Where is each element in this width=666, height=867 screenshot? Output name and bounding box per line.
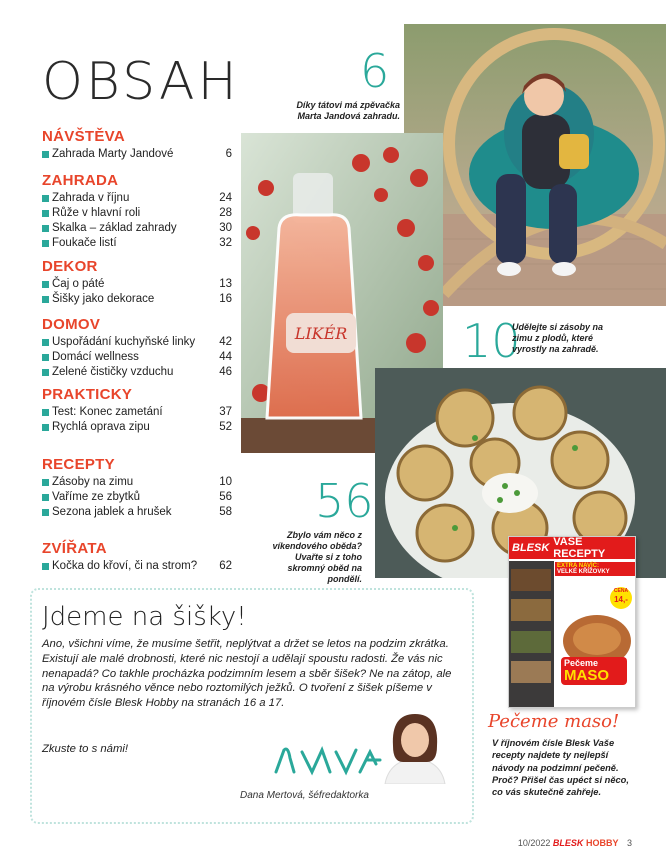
toc-section xyxy=(42,172,232,251)
toc-item-page: 16 xyxy=(219,293,232,305)
toc-item[interactable] xyxy=(42,505,232,520)
editorial-closing: Zkuste to s námi! xyxy=(42,743,129,755)
toc-item-page: 58 xyxy=(219,506,232,518)
toc-item[interactable] xyxy=(42,490,232,505)
toc-item-label: Skalka – základ zahrady xyxy=(52,222,177,234)
toc-item-label: Zelené čističky vzduchu xyxy=(52,366,174,378)
footer-brand-2: HOBBY xyxy=(585,838,619,848)
bullet-square-icon xyxy=(42,339,49,346)
toc-item-label: Vaříme ze zbytků xyxy=(52,491,140,503)
toc-item-page: 24 xyxy=(219,192,232,204)
signature-graphic xyxy=(272,742,382,782)
toc-item-page: 6 xyxy=(225,148,232,160)
toc-item-label: Čaj o páté xyxy=(52,278,105,290)
page-title: OBSAH xyxy=(42,52,240,112)
promo-text: V říjnovém čísle Blesk Vaše recepty najdete ty nejlepší návody na podzimní pečeně. Proč? Přišel čas upéct si něco, co vás skutečně zahřeje. xyxy=(492,738,629,798)
toc-item[interactable] xyxy=(42,350,232,365)
toc-item-page: 10 xyxy=(219,476,232,488)
toc-section-title: DOMOV xyxy=(42,316,101,333)
toc-section-title: ZVÍŘATA xyxy=(42,540,107,557)
promo-price-label: CENA xyxy=(613,588,629,594)
photo-marta-jandova xyxy=(404,24,666,306)
promo-headline: VAŠE RECEPTY xyxy=(553,536,606,560)
toc-item-label: Zahrada Marty Jandové xyxy=(52,148,174,160)
highlight-number-56: 56 xyxy=(315,474,374,528)
promo-magazine-cover xyxy=(508,536,636,708)
editorial-body: Ano, všichni víme, že musíme šetřit, neplýtvat a držet se letos na podzim zkrátka. Existují ale malé drobnosti, které nic nestojí a udělají spoustu radosti. Že vás nic nenapadá? Co takhle procházka podzimním lesem a sběr šišek? Ne na zátop, ale na výrobu krásného věnce nebo roztomilých ježků. O tvoření z šišek píšeme v říjnovém čísle Blesk Hobby na stranách 16 a 17. xyxy=(42,638,452,710)
toc-item-label: Růže v hlavní roli xyxy=(52,207,141,219)
highlight-caption-56: Zbylo vám něco z víkendového oběda? Uvařte si z toho skromný oběd na pondělí. xyxy=(272,530,362,584)
bottle-label-text: LIKÉR xyxy=(294,324,348,343)
toc-item[interactable] xyxy=(42,236,232,251)
toc-item-page: 13 xyxy=(219,278,232,290)
bullet-square-icon xyxy=(42,479,49,486)
toc-item-label: Test: Konec zametání xyxy=(52,406,163,418)
toc-item-label: Sezona jablek a hrušek xyxy=(52,506,172,518)
promo-brand: BLESK xyxy=(512,542,550,554)
toc-section-title: PRAKTICKY xyxy=(42,386,133,403)
footer-brand: BLESK xyxy=(552,838,584,848)
toc-item[interactable] xyxy=(42,420,232,435)
bullet-square-icon xyxy=(42,210,49,217)
footer-page-number: 3 xyxy=(626,838,632,848)
editorial-title: Jdeme na šišky! xyxy=(42,602,247,632)
bullet-square-icon xyxy=(42,354,49,361)
toc-section-title: ZAHRADA xyxy=(42,172,119,189)
toc-item[interactable] xyxy=(42,475,232,490)
toc-section-title: RECEPTY xyxy=(42,456,115,473)
promo-price: 14,- xyxy=(614,595,628,604)
editor-portrait xyxy=(375,706,455,784)
bullet-square-icon xyxy=(42,409,49,416)
toc-section xyxy=(42,128,232,162)
toc-item-page: 56 xyxy=(219,491,232,503)
toc-section-title: DEKOR xyxy=(42,258,98,275)
promo-cover-title-big: MASO xyxy=(564,667,609,684)
bullet-square-icon xyxy=(42,281,49,288)
toc-section xyxy=(42,386,232,435)
highlight-caption-10: Udělejte si zásoby na zimu z plodů, které vyrostly na zahradě. xyxy=(512,322,604,354)
toc-item[interactable] xyxy=(42,405,232,420)
toc-item-page: 42 xyxy=(219,336,232,348)
toc-item-label: Rychlá oprava zipu xyxy=(52,421,150,433)
toc-section xyxy=(42,258,232,307)
toc-item[interactable] xyxy=(42,335,232,350)
toc-item-page: 44 xyxy=(219,351,232,363)
promo-cover-title-small: Pečeme xyxy=(564,658,599,668)
toc-item[interactable] xyxy=(42,292,232,307)
toc-item[interactable] xyxy=(42,365,232,380)
toc-item-label: Zásoby na zimu xyxy=(52,476,134,488)
toc-item[interactable] xyxy=(42,277,232,292)
toc-section xyxy=(42,456,232,520)
toc-item[interactable] xyxy=(42,191,232,206)
bullet-square-icon xyxy=(42,509,49,516)
toc-item-label: Foukače listí xyxy=(52,237,117,249)
toc-item-label: Zahrada v říjnu xyxy=(52,192,130,204)
toc-item[interactable] xyxy=(42,221,232,236)
toc-section xyxy=(42,540,232,574)
toc-item-page: 30 xyxy=(219,222,232,234)
toc-item-page: 52 xyxy=(219,421,232,433)
toc-item-label: Uspořádání kuchyňské linky xyxy=(52,336,196,348)
highlight-number-10: 10 xyxy=(462,314,521,368)
toc-item-page: 37 xyxy=(219,406,232,418)
toc-item-page: 46 xyxy=(219,366,232,378)
toc-item-label: Kočka do křoví, či na strom? xyxy=(52,560,198,572)
bullet-square-icon xyxy=(42,563,49,570)
bullet-square-icon xyxy=(42,240,49,247)
toc-item[interactable] xyxy=(42,147,232,162)
toc-item[interactable] xyxy=(42,559,232,574)
bullet-square-icon xyxy=(42,296,49,303)
bullet-square-icon xyxy=(42,151,49,158)
bullet-square-icon xyxy=(42,494,49,501)
toc-section-title: NÁVŠTĚVA xyxy=(42,128,125,145)
editorial-signature: Dana Mertová, šéfredaktorka xyxy=(240,790,369,801)
promo-title: Pečeme maso! xyxy=(488,711,620,732)
toc-item-page: 32 xyxy=(219,237,232,249)
page-footer xyxy=(518,838,632,848)
promo-extra: EXTRA NAVÍC: xyxy=(557,563,599,569)
footer-issue: 10/2022 xyxy=(517,838,551,848)
toc-item-page: 62 xyxy=(219,560,232,572)
bullet-square-icon xyxy=(42,195,49,202)
promo-extra-detail: VELKÉ KŘÍŽOVKY xyxy=(557,569,610,575)
toc-item[interactable] xyxy=(42,206,232,221)
toc-item-label: Domácí wellness xyxy=(52,351,139,363)
bullet-square-icon xyxy=(42,424,49,431)
bullet-square-icon xyxy=(42,225,49,232)
toc-section xyxy=(42,316,232,380)
toc-item-label: Šišky jako dekorace xyxy=(52,293,155,305)
highlight-caption-6: Díky tátovi má zpěvačka Marta Jandová zahradu. xyxy=(296,100,400,121)
bullet-square-icon xyxy=(42,369,49,376)
toc-item-page: 28 xyxy=(219,207,232,219)
highlight-number-6: 6 xyxy=(360,44,390,98)
